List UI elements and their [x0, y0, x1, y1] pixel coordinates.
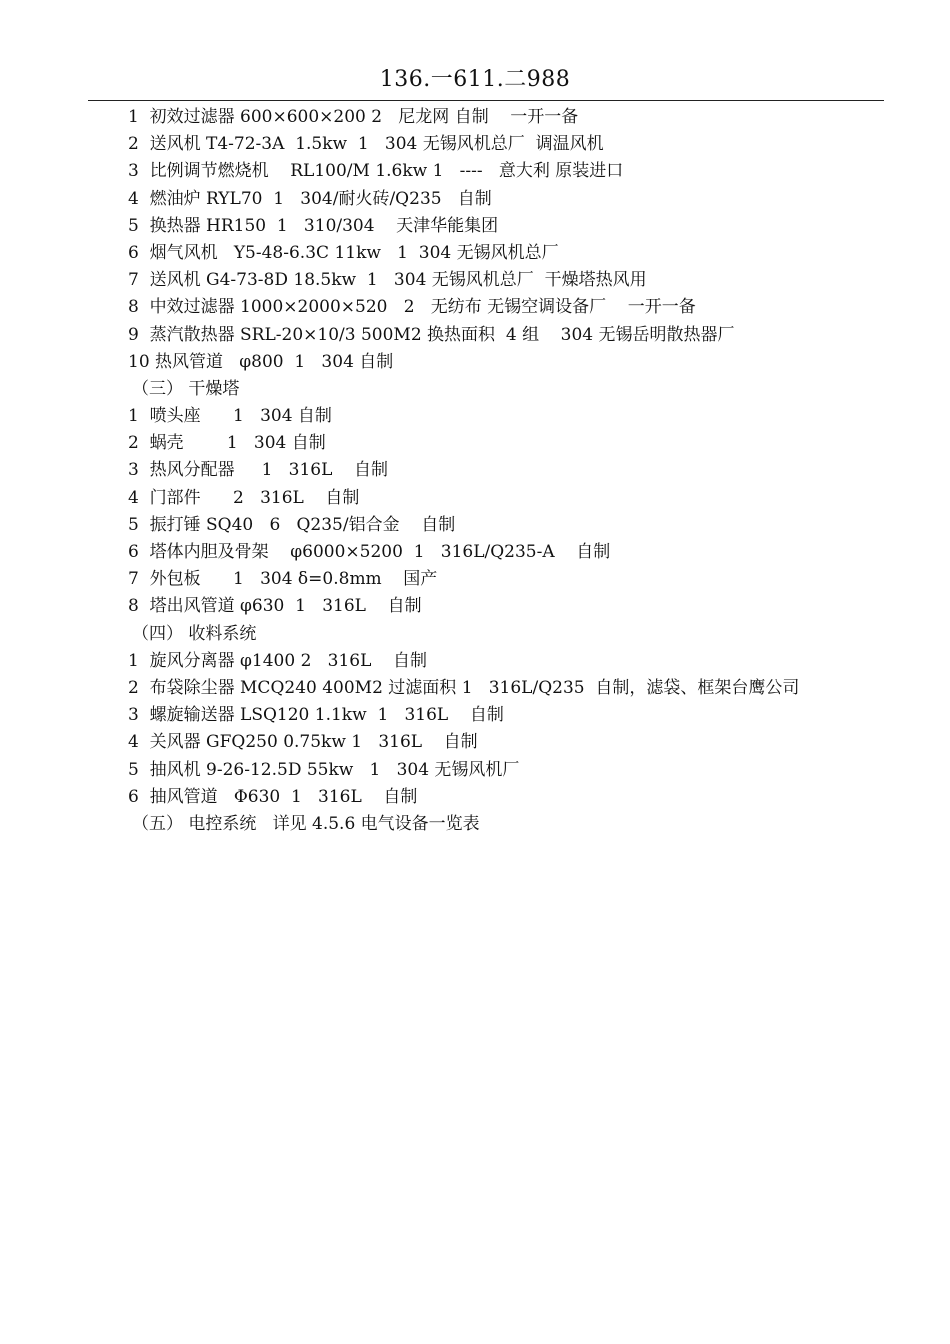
list-item: 6 烟气风机 Y5-48-6.3C 11kw 1 304 无锡风机总厂 [128, 242, 559, 263]
list-item: 3 比例调节燃烧机 RL100/M 1.6kw 1 ---- 意大利 原装进口 [128, 161, 624, 182]
list-item: 5 换热器 HR150 1 310/304 天津华能集团 [128, 215, 499, 236]
page-header-title: 136.一611.二988 [379, 67, 571, 92]
list-item: 7 外包板 1 304 δ=0.8mm 国产 [128, 569, 438, 590]
list-item: 6 塔体内胆及骨架 φ6000×5200 1 316L/Q235-A 自制 [128, 542, 611, 562]
list-item: 2 送风机 T4-72-3A 1.5kw 1 304 无锡风机总厂 调温风机 [128, 134, 604, 155]
list-item: 9 蒸汽散热器 SRL-20×10/3 500M2 换热面积 4 组 304 无锡岳明散热器厂 [128, 324, 735, 345]
list-item: 1 初效过滤器 600×600×200 2 尼龙网 自制 一开一备 [128, 107, 579, 127]
section-heading-electrical-control: （五） 电控系统 详见 4.5.6 电气设备一览表 [132, 813, 480, 834]
section-heading-collection-system: （四） 收料系统 [132, 623, 257, 644]
list-item: 5 抽风机 9-26-12.5D 55kw 1 304 无锡风机厂 [128, 759, 520, 780]
list-item: 4 关风器 GFQ250 0.75kw 1 316L 自制 [128, 732, 478, 753]
header-divider [88, 100, 884, 101]
list-item: 2 蜗壳 1 304 自制 [128, 433, 326, 454]
list-item: 2 布袋除尘器 MCQ240 400M2 过滤面积 1 316L/Q235 自制，滤袋、框架台鹰公司 [128, 677, 800, 698]
list-item: 8 塔出风管道 φ630 1 316L 自制 [128, 596, 422, 617]
list-item: 3 热风分配器 1 316L 自制 [128, 460, 389, 481]
list-item: 10 热风管道 φ800 1 304 自制 [128, 351, 394, 372]
list-item: 1 旋风分离器 φ1400 2 316L 自制 [128, 650, 427, 671]
list-item: 7 送风机 G4-73-8D 18.5kw 1 304 无锡风机总厂 干燥塔热风用 [128, 270, 647, 291]
list-item: 3 螺旋输送器 LSQ120 1.1kw 1 316L 自制 [128, 705, 504, 726]
list-item: 6 抽风管道 Φ630 1 316L 自制 [128, 786, 418, 807]
list-item: 4 燃油炉 RYL70 1 304/耐火砖/Q235 自制 [128, 188, 492, 209]
list-item: 1 喷头座 1 304 自制 [128, 406, 332, 427]
list-item: 5 振打锤 SQ40 6 Q235/铝合金 自制 [128, 514, 456, 535]
list-item: 4 门部件 2 316L 自制 [128, 487, 360, 508]
equipment-list [128, 104, 888, 838]
section-heading-drying-tower: （三） 干燥塔 [132, 378, 240, 399]
list-item: 8 中效过滤器 1000×2000×520 2 无纺布 无锡空调设备厂 一开一备 [128, 297, 696, 318]
